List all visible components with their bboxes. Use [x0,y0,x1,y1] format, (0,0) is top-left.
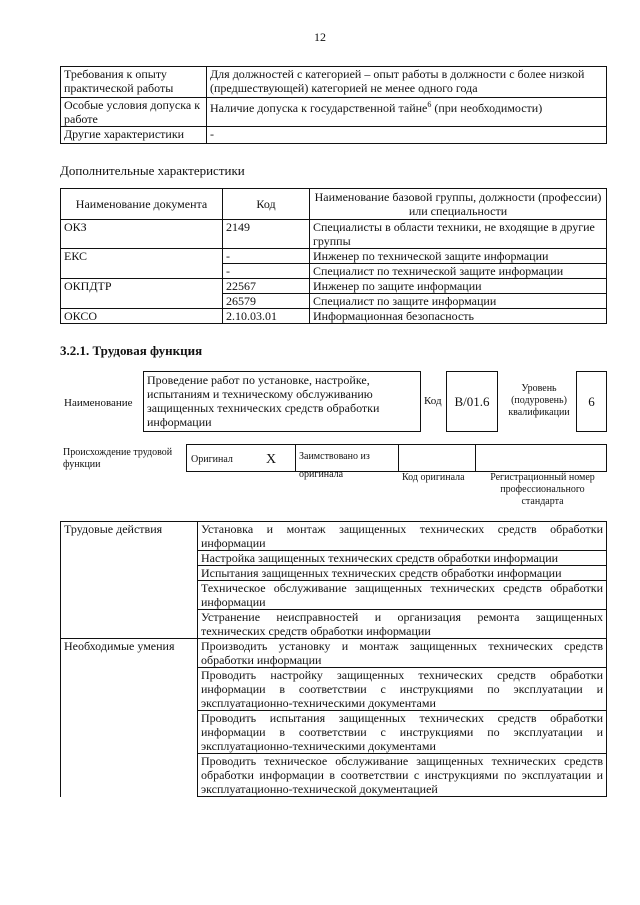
function-name: Проведение работ по установке, настройке, испытаниям и техническому обслуживанию защищенных технических средств обработки информации [147,373,380,429]
origin-code-caption: Код оригинала [402,472,465,483]
footnote-mark: 6 [427,100,432,109]
original-mark: X [266,452,277,467]
column-header: Наименование базовой группы, должности (профессии) или специальности [310,189,607,220]
code-cell: - [223,264,310,279]
actions-label: Трудовые действия [61,522,198,639]
code-cell: 22567 [223,279,310,294]
name-cell: Инженер по технической защите информации [310,249,607,264]
table-row [61,279,607,294]
level-label: Уровень (подуровень) квалификации [508,383,570,418]
requirement-label: Требования к опыту практической работы [61,67,207,98]
table-row [61,639,607,668]
level-box [576,371,607,432]
doc-cell: ЕКС [61,249,223,279]
requirements-table [60,66,607,144]
table-row [61,249,607,264]
name-cell: Специалист по защите информации [310,294,607,309]
function-code: B/01.6 [454,394,490,409]
table-header-row [61,189,607,220]
reg-number-caption: Регистрационный номер профессионального стандарта [490,472,595,507]
name-cell: Инженер по защите информации [310,279,607,294]
requirement-value [207,98,607,127]
table-row [61,309,607,324]
action-item: Установка и монтаж защищенных технических средств обработки информации [198,522,607,551]
requirement-value: - [207,127,607,144]
doc-cell: ОКПДТР [61,279,223,309]
doc-cell: ОКСО [61,309,223,324]
skills-label: Необходимые умения [61,639,198,797]
code-cell: 2149 [223,220,310,249]
origin-code-cell [398,444,476,472]
name-cell: Информационная безопасность [310,309,607,324]
action-item: Устранение неисправностей и организация ремонта защищенных технических средств обработки информации [198,610,607,639]
action-item: Испытания защищенных технических средств обработки информации [198,566,607,581]
borrowed-label: Заимствовано из оригинала [299,451,370,480]
column-header: Наименование документа [61,189,223,220]
original-label: Оригинал [191,454,233,465]
column-header: Код [223,189,310,220]
reg-number-cell [475,444,607,472]
level-value: 6 [588,394,595,409]
code-cell: 2.10.03.01 [223,309,310,324]
additional-characteristics-table [60,188,607,324]
name-cell: Специалист по технической защите информации [310,264,607,279]
skill-item: Проводить техническое обслуживание защищенных технических средств обработки информации в соответствии с инструкциями по эксплуатации и эксплуатационно-технической документацией [198,754,607,797]
requirement-label: Особые условия допуска к работе [61,98,207,127]
skill-item: Проводить испытания защищенных технических средств обработки информации в соответствии с инструкциями по эксплуатации и эксплуатационно-техническими документами [198,711,607,754]
section-label: Дополнительные характеристики [60,163,245,178]
action-item: Техническое обслуживание защищенных технических средств обработки информации [198,581,607,610]
code-cell: - [223,249,310,264]
table-row [61,127,607,144]
skill-item: Проводить настройку защищенных технических средств обработки информации в соответствии с инструкциями по эксплуатации и эксплуатационно-техническими документами [198,668,607,711]
page-number: 12 [314,30,326,44]
code-label: Код [424,395,442,407]
function-name-box [143,371,421,432]
table-row [61,98,607,127]
code-cell: 26579 [223,294,310,309]
action-item: Настройка защищенных технических средств обработки информации [198,551,607,566]
original-cell [186,444,296,472]
doc-cell: ОКЗ [61,220,223,249]
borrowed-cell [295,444,399,480]
function-code-box [446,371,498,432]
table-row [61,522,607,551]
requirement-label: Другие характеристики [61,127,207,144]
origin-label: Происхождение трудовой функции [63,447,173,470]
name-cell: Специалисты в области техники, не входящие в другие группы [310,220,607,249]
requirement-value-text: Наличие допуска к государственной тайне [210,101,428,115]
table-row [61,67,607,98]
requirement-value-tail: (при необходимости) [431,101,543,115]
section-heading: 3.2.1. Трудовая функция [60,343,203,358]
table-row [61,220,607,249]
requirement-value: Для должностей с категорией – опыт работы в должности с более низкой (предшествующей) категорией не менее одного года [207,67,607,98]
labor-functions-table [60,521,607,797]
skill-item: Производить установку и монтаж защищенных технических средств обработки информации [198,639,607,668]
name-label: Наименование [64,397,133,409]
